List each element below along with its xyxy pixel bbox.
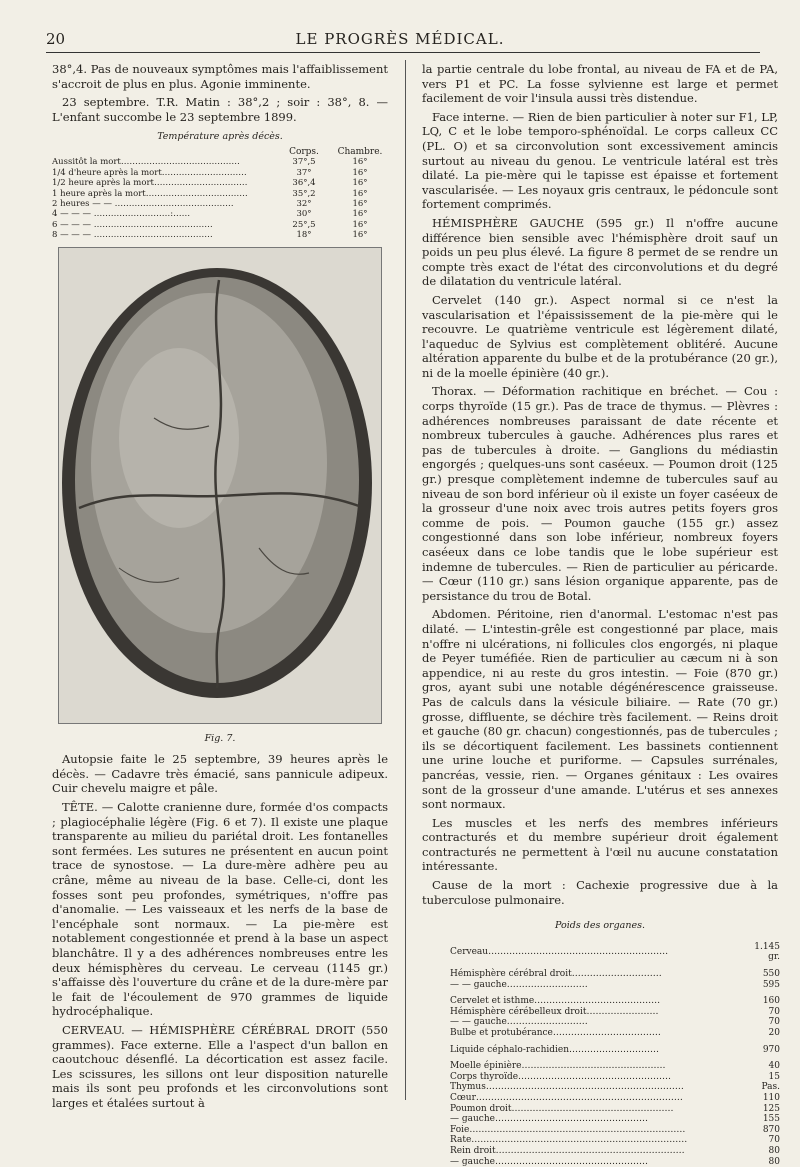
table-row xyxy=(52,220,388,230)
table-row xyxy=(450,1082,780,1093)
paragraph: Les muscles et les nerfs des membres inférieurs contracturés et du membre supérieur droit également contracturés ne permettent à l'œil nu aucune constatation intéressante. xyxy=(422,815,778,874)
table-cell: Aussitôt la mort…………………………………… xyxy=(52,157,240,168)
table-cell: 40 xyxy=(768,1061,780,1072)
table-cell: Hémisphère cérébral droit………………………… xyxy=(450,969,662,980)
table-cell: Bulbe et protubérance……………………………… xyxy=(450,1028,661,1038)
table-cell: 16° xyxy=(352,188,368,199)
table-row xyxy=(52,199,388,209)
table-row xyxy=(450,1017,780,1028)
table-cell: 550 xyxy=(762,969,780,980)
table-cell: 70 xyxy=(768,1017,780,1028)
table-row xyxy=(450,1028,780,1039)
table-cell: 125 xyxy=(762,1103,780,1114)
table-row xyxy=(450,1093,780,1104)
paragraph: Abdomen. Péritoine, rien d'anormal. L'estomac n'est pas dilaté. — L'intestin-grêle est congestionné par place, mais n'offre ni ulcérations, ni follicules clos engorgés, ni plaque de Peyer tuméfiée. Rien de particulier au cæcum ni à son appendice, ni au reste du gros intestin. — Foie (870 gr.) gros, ayant subi une notable dégénérescence graisseuse. Pas de calculs dans la vésicule biliaire. — Rate (70 gr.) grosse, diffluente, se déchire très facilement. — Reins droit et gauche (80 gr. chacun) congestionnés, pas de tubercules ; ils se décortiquent facilement. Les bassinets contiennent une urine louche et puriforme. — Capsules surrénales, pancréas, vessie, rien. — Organes génitaux : Les ovaires sont de la grosseur d'une amande. L'utérus et ses annexes sont normaux. xyxy=(422,607,778,812)
table-cell: 16° xyxy=(352,219,368,230)
table-row xyxy=(450,1114,780,1125)
column-divider xyxy=(405,60,406,1100)
table-row xyxy=(450,1135,780,1146)
table-row xyxy=(450,1157,780,1167)
table-cell: 6 — — — …………………………………… xyxy=(52,219,213,230)
table-cell: 70 xyxy=(768,1135,780,1146)
table-row xyxy=(52,230,388,240)
table-cell: Moelle épinière………………………………………… xyxy=(450,1061,666,1072)
paragraph: TÊTE. — Calotte cranienne dure, formée d'os compacts ; plagiocéphalie légère (Fig. 6 et 7). Il existe une plaque transparente au milieu du pariétal droit. Les fontanelles sont fermées. Les sutures ne présentent en aucun point trace de synostose. — La dure-mère adhère peu au crâne, même au niveau de la base. Celle-ci, dont les fosses sont peu profondes, symétriques, n'offre pas d'anomalie. — Les vaisseaux et les nerfs de la base de l'encéphale sont normaux. — La pie-mère est notablement congestionnée et prend à la base un aspect blanchâtre. Il y a des adhérences nombreuses entre les deux hémisphères du cerveau. Le cerveau (1145 gr.) s'affaisse dès l'ouverture du crâne et de la dure-mère par le fait de l'écoulement de 970 grammes de liquide hydrocéphalique. xyxy=(52,800,388,1019)
table-row xyxy=(52,209,388,219)
table-header-row xyxy=(52,147,388,157)
table-row xyxy=(450,1039,780,1056)
paragraph: la partie centrale du lobe frontal, au niveau de FA et de PA, vers P1 et PC. La fosse sylvienne est large et permet facilement de voir l'insula aussi très distendue. xyxy=(422,62,778,106)
table-row xyxy=(52,168,388,178)
table-cell: Rein droit……………………………………………………… xyxy=(450,1145,685,1156)
table-header xyxy=(52,147,276,157)
table-cell: 155 xyxy=(762,1114,780,1125)
table-row xyxy=(450,1007,780,1018)
table-cell: — gauche…………………………………………… xyxy=(450,1156,648,1167)
paragraph: CERVEAU. — HÉMISPHÈRE CÉRÉBRAL DROIT (550 grammes). Face externe. Elle a l'aspect d'un ballon en caoutchouc désenflé. La décortication est assez facile. Les scissures, les sillons ont leur disposition naturelle mais ils sont peu profonds et les circonvolutions sont larges et étalées surtout à xyxy=(52,1022,388,1110)
figure-caption: Fig. 7. xyxy=(204,732,236,744)
table-cell: Pas. xyxy=(761,1082,780,1093)
table-cell: 1.145 gr. xyxy=(754,941,780,963)
table-cell: 110 xyxy=(762,1092,780,1103)
paragraph: Face interne. — Rien de bien particulier à noter sur F1, LP, LQ, C et le lobe temporo-sphénoïdal. Le corps calleux CC (PL. O) et sa circonvolution sont excessivement amincis surtout au niveau du genou. Le ventricule latéral est très dilaté. La pie-mère qui le tapisse est épaisse et fortement vascularisée. — Les noyaux gris centraux, le pédoncule sont fortement comprimés. xyxy=(422,109,778,212)
table-cell: 1/2 heure après la mort…………………………… xyxy=(52,178,248,189)
table-cell: 37° xyxy=(296,167,312,178)
table-cell: 160 xyxy=(762,996,780,1007)
table-cell: 16° xyxy=(352,209,368,220)
paragraph: Cervelet (140 gr.). Aspect normal si ce n'est la vascularisation et l'épaississement de la pie-mère qui le recouvre. Le quatrième ventricule est légèrement dilaté, l'aqueduc de Sylvius est complètement oblitéré. Aucune altération apparente du bulbe et de la protubérance (20 gr.), ni de la moelle épinière (40 gr.). xyxy=(422,292,778,380)
table-cell: Foie……………………………………………………………… xyxy=(450,1124,686,1135)
table-header: Corps. xyxy=(289,146,319,157)
table-cell: 16° xyxy=(352,199,368,209)
temperature-table xyxy=(52,147,388,241)
header-rule xyxy=(46,52,760,53)
table-cell: Poumon droit……………………………………………… xyxy=(450,1103,674,1114)
table-cell: 70 xyxy=(768,1006,780,1017)
table-cell: Corps thyroïde…………………………………………… xyxy=(450,1071,672,1082)
table-header: Chambre. xyxy=(337,146,383,157)
table-row xyxy=(52,189,388,199)
paragraph: HÉMISPHÈRE GAUCHE (595 gr.) Il n'offre aucune différence bien sensible avec l'hémisphère droit sauf un poids un peu plus élevé. La figure 8 permet de se rendre un compte très exact de l'état des circonvolutions et du degré de dilatation du ventricule latéral. xyxy=(422,215,778,289)
table-cell: 595 xyxy=(762,979,780,990)
table-cell: 16° xyxy=(352,167,368,178)
left-column xyxy=(52,62,388,1114)
table-row xyxy=(52,157,388,167)
table-row xyxy=(450,1104,780,1115)
skull-photograph xyxy=(58,247,382,724)
table-cell: 37°,5 xyxy=(292,157,316,168)
paragraph: Thorax. — Déformation rachitique en bréchet. — Cou : corps thyroïde (15 gr.). Pas de trace de thymus. — Plèvres : adhérences nombreuses paraissant de date récente et nombreux tubercules à gauche. Adhérences plus rares et pas de tubercules à droite. — Ganglions du médiastin engorgés ; quelques-uns sont caséeux. — Poumon droit (125 gr.) presque complètement indemne de tubercules sauf au niveau de son bord inférieur où il existe un foyer caséeux de la grosseur d'une noix avec trois autres petits foyers gros comme de pois. — Poumon gauche (155 gr.) assez congestionné dans son lobe inférieur, nombreux foyers caséeux dans ce lobe tandis que le lobe supérieur est indemne de tubercules. — Rien de particulier au péricarde. — Cœur (110 gr.) sans lésion organique apparente, pas de persistance du trou de Botal. xyxy=(422,384,778,603)
table-cell: — — gauche……………………… xyxy=(450,979,588,990)
table-cell: — gauche…………………………………………… xyxy=(450,1114,648,1125)
table-row xyxy=(450,980,780,991)
table-cell: 35°,2 xyxy=(292,188,316,199)
table-cell: 80 xyxy=(768,1145,780,1156)
table-cell: 1/4 d'heure après la mort………………………… xyxy=(52,167,247,178)
table-row xyxy=(450,1072,780,1083)
table-cell: 36°,4 xyxy=(292,178,316,189)
table-cell: 18° xyxy=(296,230,312,241)
table-cell: 80 xyxy=(768,1156,780,1167)
table-cell: 2 heures — — …………………………………… xyxy=(52,199,234,209)
table-cell: 30° xyxy=(296,209,312,220)
table-row xyxy=(450,990,780,1007)
table-row xyxy=(450,942,780,963)
paragraph: 38°,4. Pas de nouveaux symptômes mais l'affaiblissement s'accroit de plus en plus. Agonie imminente. xyxy=(52,62,388,91)
table-cell: 16° xyxy=(352,230,368,241)
table-row xyxy=(450,1146,780,1157)
table-row xyxy=(52,178,388,188)
organ-weights-table xyxy=(450,942,780,1167)
table-cell: 25°,5 xyxy=(292,219,316,230)
table-cell: Rate……………………………………………………………… xyxy=(450,1135,688,1146)
table-cell: 970 xyxy=(762,1044,780,1055)
table-cell: Hémisphère cérébelleux droit…………………… xyxy=(450,1006,659,1017)
page-number: 20 xyxy=(46,30,66,48)
table-cell: Cœur…………………………………………………………… xyxy=(450,1092,683,1103)
temperature-table-caption: Température après décès. xyxy=(157,131,283,143)
table-row xyxy=(450,1125,780,1136)
paragraph: 23 septembre. T.R. Matin : 38°,2 ; soir : 38°, 8. — L'enfant succombe le 23 septembre 1899. xyxy=(52,95,388,124)
right-column xyxy=(422,62,778,1167)
table-cell: 1 heure après la mort……………………………… xyxy=(52,188,248,199)
skull-illustration xyxy=(59,248,381,723)
table-cell: 4 — — — ………………………:…… xyxy=(52,209,191,220)
table-cell: 32° xyxy=(296,199,312,209)
paragraph: Cause de la mort : Cachexie progressive due à la tuberculose pulmonaire. xyxy=(422,878,778,907)
journal-title: LE PROGRÈS MÉDICAL. xyxy=(295,30,505,48)
table-cell: Thymus………………………………………………………… xyxy=(450,1082,684,1093)
table-cell: 20 xyxy=(768,1028,780,1038)
paragraph: Autopsie faite le 25 septembre, 39 heures après le décès. — Cadavre très émacié, sans pannicule adipeux. Cuir chevelu maigre et pâle. xyxy=(52,752,388,796)
table-cell: — — gauche……………………… xyxy=(450,1017,588,1028)
table-cell: Cerveau…………………………………………………… xyxy=(450,947,669,958)
table-cell: 16° xyxy=(352,157,368,168)
table-cell: 8 — — — …………………………………… xyxy=(52,230,213,241)
table-cell: 870 xyxy=(762,1124,780,1135)
weights-table-caption: Poids des organes. xyxy=(555,920,645,932)
table-cell: Cervelet et isthme…………………………………… xyxy=(450,996,661,1007)
table-cell: 16° xyxy=(352,178,368,189)
table-row xyxy=(450,1055,780,1072)
table-cell: 15 xyxy=(768,1071,780,1082)
table-row xyxy=(450,963,780,980)
table-cell: Liquide céphalo-rachidien………………………… xyxy=(450,1044,660,1055)
